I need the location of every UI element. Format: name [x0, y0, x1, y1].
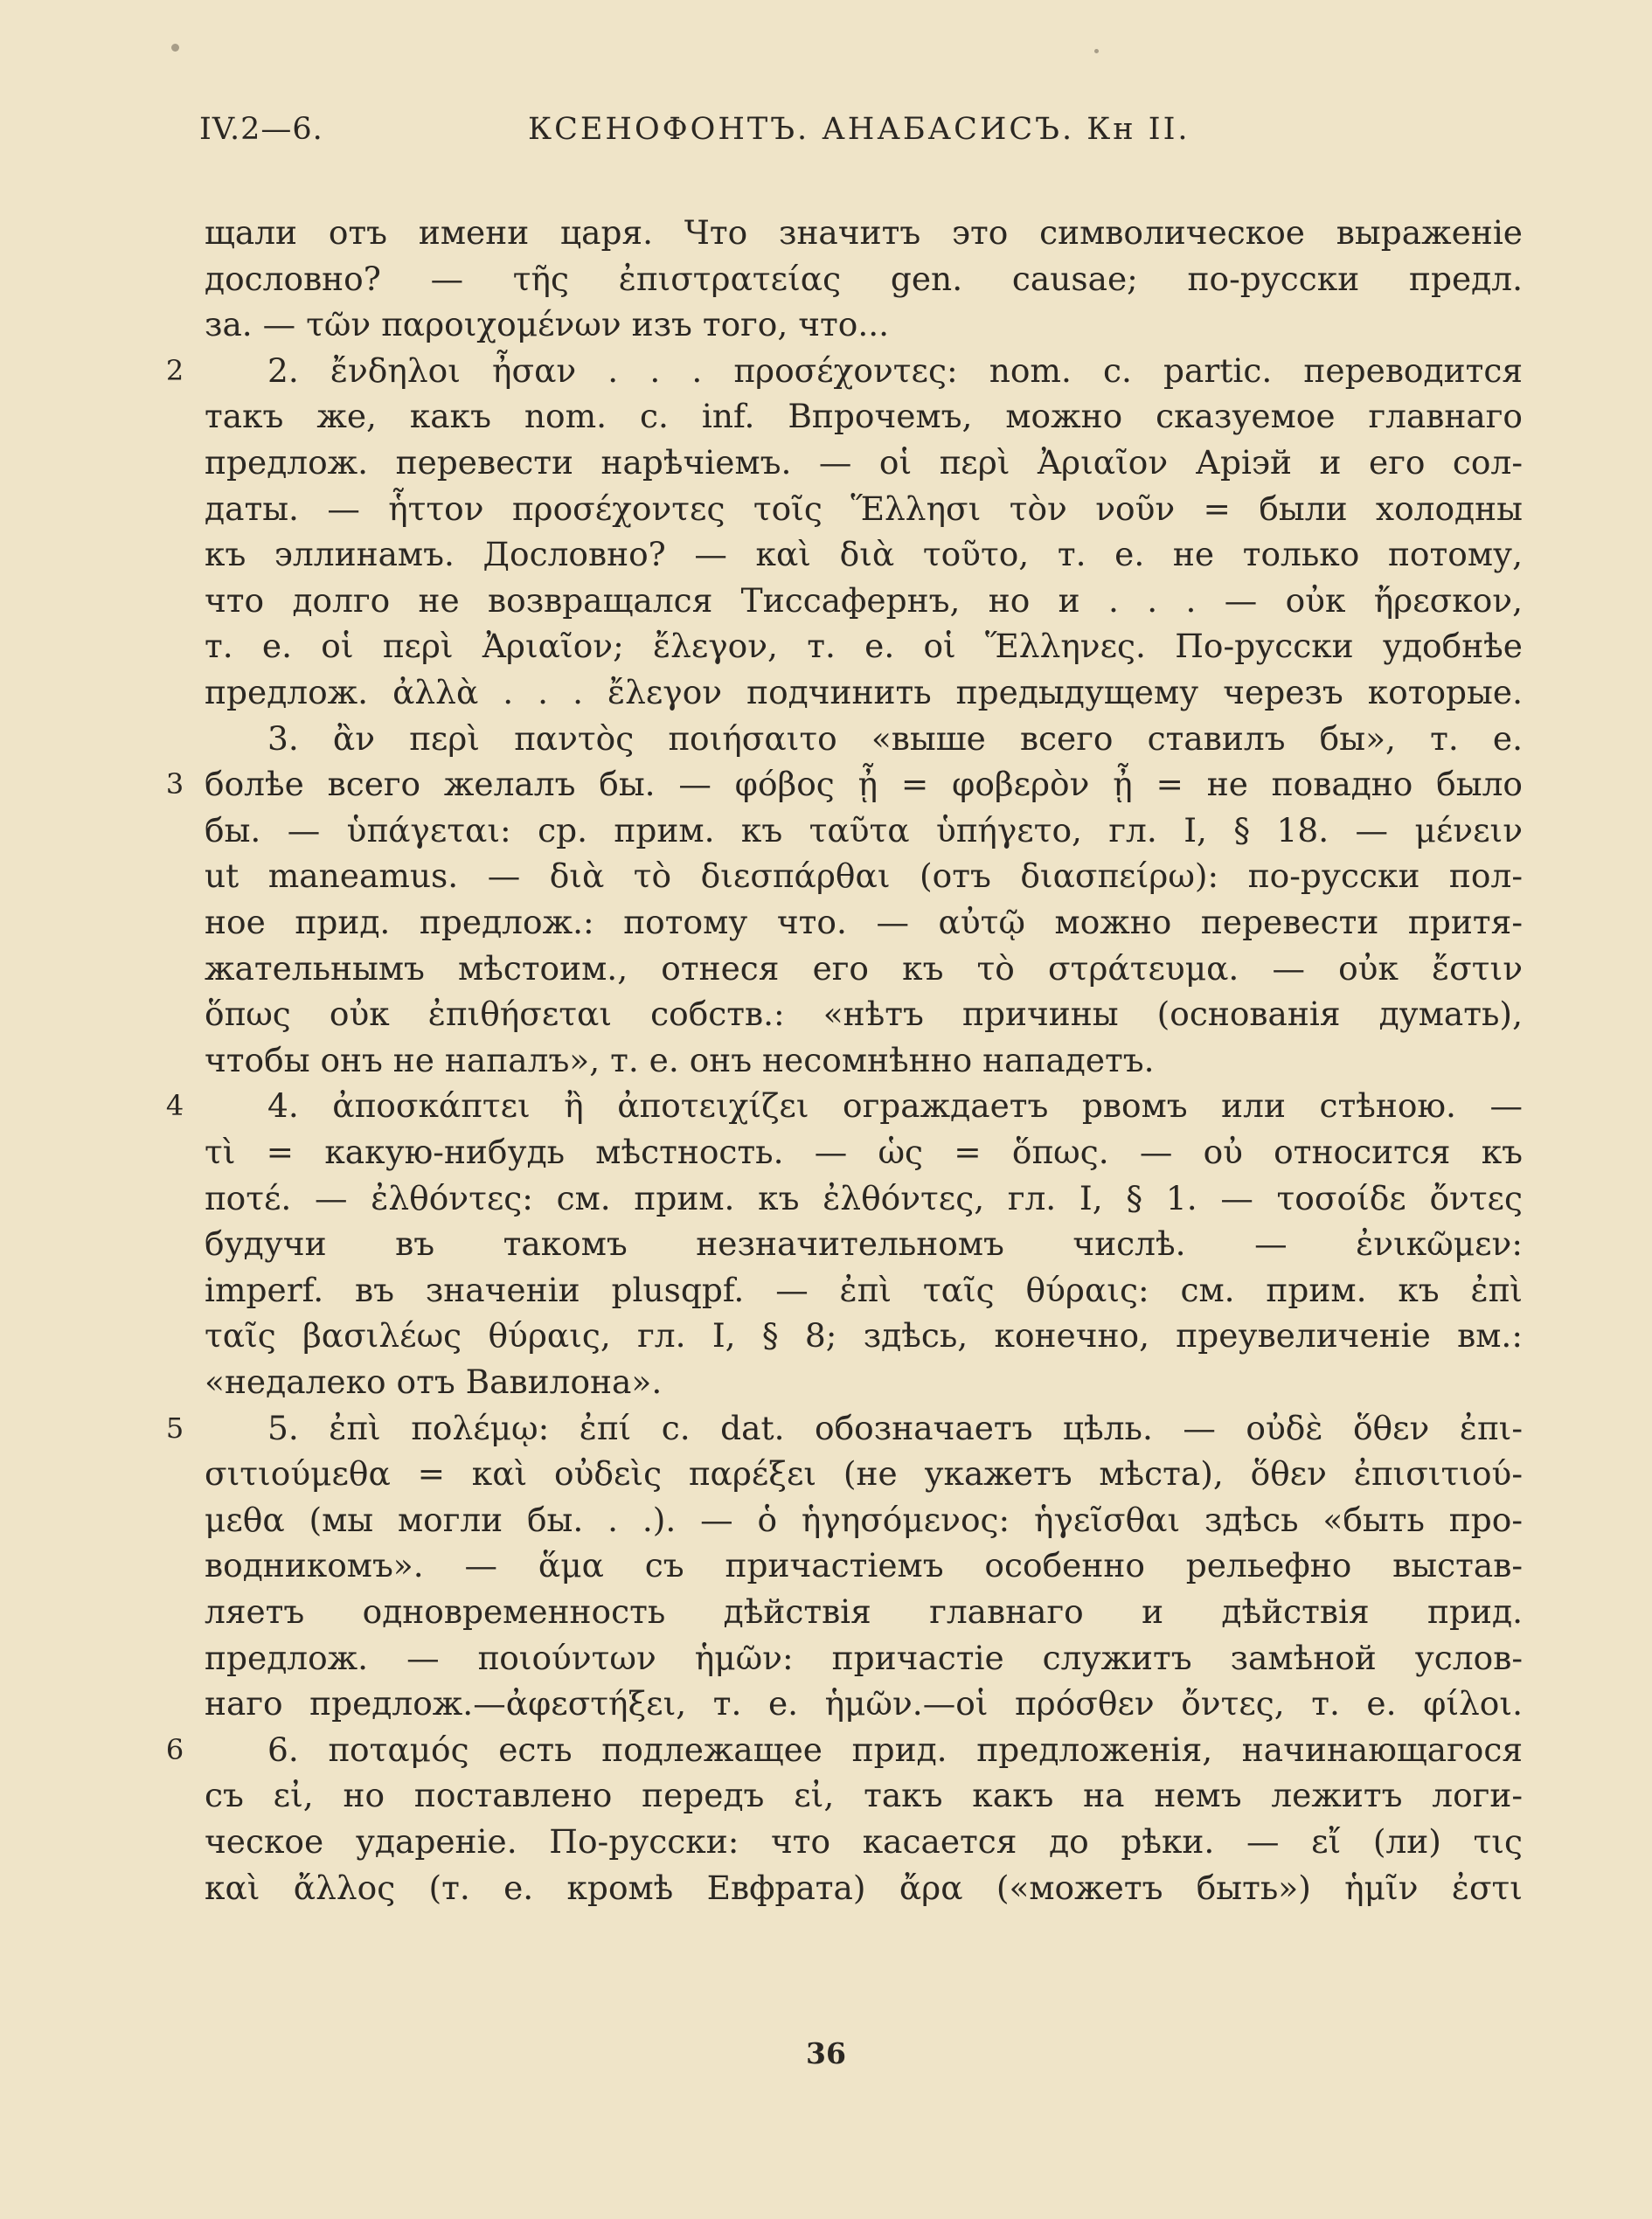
paper-speck: [1094, 49, 1099, 53]
page-number: 36: [806, 2036, 846, 2070]
text-line: съ εἰ, но поставлено передъ εἰ, такъ какъ на немъ лежитъ логи-: [205, 1776, 1523, 1814]
text-line: σιτιούμεθα = καὶ οὐδεὶς παρέξει (не укажетъ мѣста), ὅθεν ἐπισιτιού-: [205, 1454, 1523, 1493]
running-header: [0, 112, 1652, 164]
text-line: что долго не возвращался Тиссафернъ, но и . . . — οὐκ ἤρεσκον,: [205, 581, 1523, 620]
text-line: ческое удареніе. По-русски: что касается до рѣки. — εἴ (ли) τις: [205, 1822, 1523, 1861]
text-line: ὅπως οὐκ ἐπιθήσεται собств.: «нѣтъ причины (основанія думать),: [205, 995, 1523, 1033]
text-line: 6. ποταμός есть подлежащее прид. предложенія, начинающагося: [267, 1730, 1523, 1769]
text-line: τὶ = какую-нибудь мѣстность. — ὡς = ὅπως. — οὐ относится къ: [205, 1133, 1523, 1171]
text-line: жательнымъ мѣстоим., отнеся его къ τὸ στράτευμα. — οὐκ ἔστιν: [205, 949, 1523, 988]
text-line: καὶ ἄλλος (т. е. кромѣ Евфрата) ἄρα («можетъ быть») ἡμῖν ἐστι: [205, 1869, 1523, 1907]
text-line: ποτέ. — ἐλθόντες: см. прим. къ ἐλθόντες, гл. I, § 1. — τοσοίδε ὄντες: [205, 1179, 1523, 1217]
paper-speck: [171, 44, 179, 52]
text-line: 3. ἂν περὶ παντὸς ποιήσαιτο «выше всего ставилъ бы», т. е.: [267, 719, 1523, 758]
paragraph-number: 3: [165, 767, 184, 801]
text-line: 5. ἐπὶ πολέμῳ: ἐπί c. dat. обозначаетъ цѣль. — οὐδὲ ὅθεν ἐπι-: [267, 1409, 1523, 1447]
text-line: ut maneamus. — διὰ τὸ διεσπάρθαι (отъ διασπείρω): по-русски пол-: [205, 856, 1523, 895]
text-line: за. — τῶν παροιχομένων изъ того, что...: [205, 305, 890, 343]
text-line: будучи въ такомъ незначительномъ числѣ. — ἐνικῶμεν:: [205, 1224, 1523, 1263]
text-line: чтобы онъ не напалъ», т. е. онъ несомнѣнно нападетъ.: [205, 1041, 1155, 1079]
text-line: даты. — ἧττον προσέχοντες τοῖς Ἕλλησι τὸν νοῦν = были холодны: [205, 489, 1523, 528]
paragraph-number: 6: [165, 1733, 184, 1766]
text-line: такъ же, какъ nom. c. inf. Впрочемъ, можно сказуемое главнаго: [205, 397, 1523, 435]
paragraph-number: 5: [165, 1411, 184, 1445]
text-line: предлож. перевести нарѣчіемъ. — οἱ περὶ Ἀριαῖον Аріэй и его сол-: [205, 443, 1523, 482]
text-line: ляетъ одновременность дѣйствія главнаго и дѣйствія прид.: [205, 1592, 1523, 1631]
text-line: 4. ἀποσκάπτει ἢ ἀποτειχίζει ограждаетъ рвомъ или стѣною. —: [267, 1086, 1523, 1125]
section-reference: IV.2—6.: [199, 112, 323, 147]
text-line: ное прид. предлож.: потому что. — αὐτῷ можно перевести притя-: [205, 903, 1523, 941]
text-line: щали отъ имени царя. Что значитъ это символическое выраженіе: [205, 213, 1523, 252]
text-line: болѣе всего желалъ бы. — φόβος ᾖ = φοβερὸν ᾖ = не повадно было: [205, 765, 1523, 803]
text-line: предлож. — ποιούντων ἡμῶν: причастіе служитъ замѣной услов-: [205, 1639, 1523, 1677]
text-line: водникомъ». — ἅμα съ причастіемъ особенно рельефно выстав-: [205, 1546, 1523, 1585]
text-line: предлож. ἀλλὰ . . . ἔλεγον подчинить предыдущему черезъ которые.: [205, 673, 1523, 711]
paragraph-number: 2: [165, 354, 184, 387]
text-line: т. е. οἱ περὶ Ἀριαῖον; ἔλεγον, т. е. οἱ Ἕλληνες. По-русски удобнѣе: [205, 627, 1523, 665]
text-line: дословно? — τῆς ἐπιστρατείας gen. causae; по-русски предл.: [205, 260, 1523, 298]
text-line: ταῖς βασιλέως θύραις, гл. I, § 8; здѣсь, конечно, преувеличеніе вм.:: [205, 1316, 1523, 1355]
text-line: 2. ἔνδηλοι ἦσαν . . . προσέχοντες: nom. c. partic. переводится: [267, 351, 1523, 390]
paragraph-number: 4: [165, 1089, 184, 1122]
text-line: «недалеко отъ Вавилона».: [205, 1363, 663, 1401]
text-line: къ эллинамъ. Дословно? — καὶ διὰ τοῦτο, т. е. не только потому,: [205, 535, 1523, 573]
text-line: бы. — ὑπάγεται: ср. прим. къ ταῦτα ὑπήγετο, гл. I, § 18. — μένειν: [205, 811, 1523, 849]
text-line: μεθα (мы могли бы. . .). — ὁ ἡγησόμενος: ἡγεῖσθαι здѣсь «быть про-: [205, 1501, 1523, 1539]
text-line: imperf. въ значеніи plusqpf. — ἐπὶ ταῖς θύραις: см. прим. къ ἐπὶ: [205, 1271, 1523, 1309]
text-line: наго предлож.—ἀφεστήξει, т. е. ἡμῶν.—οἱ πρόσθεν ὄντες, т. е. φίλοι.: [205, 1684, 1523, 1723]
running-title: КСЕНОФОНТЪ. АНАБАСИСЪ. Кн II.: [528, 112, 1190, 147]
